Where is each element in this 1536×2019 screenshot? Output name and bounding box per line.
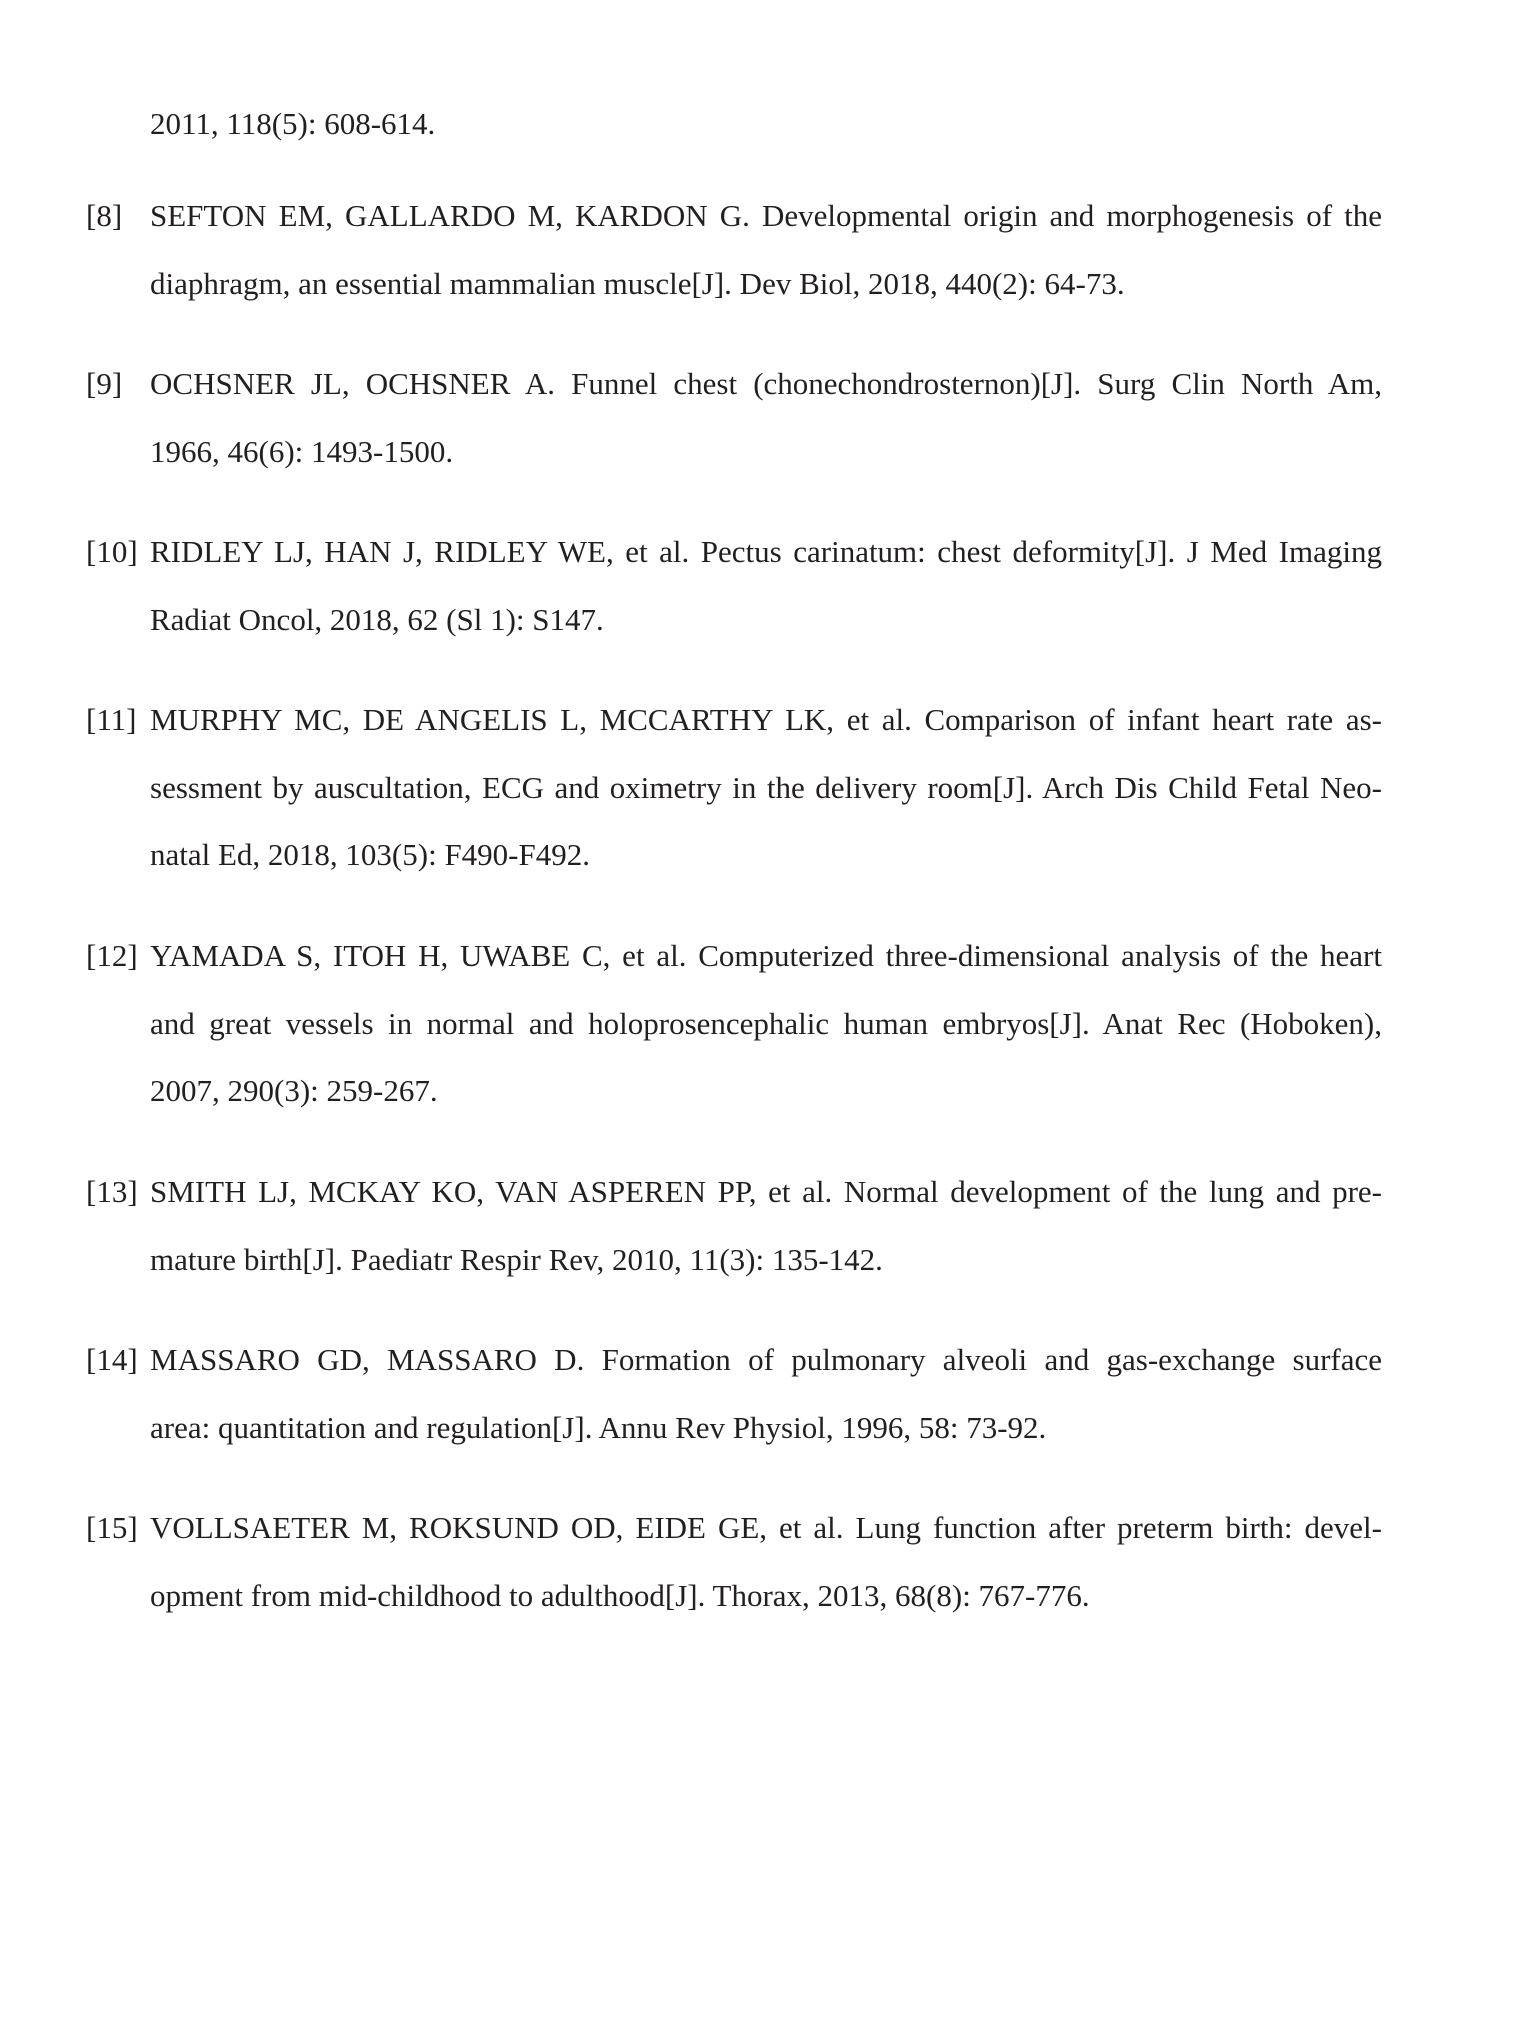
reference-continuation: 2011, 118(5): 608-614. [150,106,436,141]
reference-line: Radiat Oncol, 2018, 62 (Sl 1): S147. [150,601,604,637]
reference-item [86,686,1382,889]
reference-line: area: quantitation and regulation[J]. Annu Rev Physiol, 1996, 58: 73-92. [150,1409,1047,1445]
reference-number: [13] [86,1174,138,1209]
reference-item [86,1326,1382,1461]
reference-number: [14] [86,1342,138,1377]
reference-number: [8] [86,198,123,233]
reference-line: VOLLSAETER M, ROKSUND OD, EIDE GE, et al. Lung function after preterm birth: devel- [150,1510,1382,1545]
reference-line: mature birth[J]. Paediatr Respir Rev, 2010, 11(3): 135-142. [150,1241,883,1277]
reference-item [86,922,1382,1125]
reference-item [86,350,1382,485]
reference-line: RIDLEY LJ, HAN J, RIDLEY WE, et al. Pectus carinatum: chest deformity[J]. J Med Imaging [150,534,1382,569]
reference-line: MURPHY MC, DE ANGELIS L, MCCARTHY LK, et al. Comparison of infant heart rate as- [150,702,1382,737]
reference-line: YAMADA S, ITOH H, UWABE C, et al. Computerized three-dimensional analysis of the heart [150,938,1382,973]
reference-line: SMITH LJ, MCKAY KO, VAN ASPEREN PP, et al. Normal development of the lung and pre- [150,1174,1382,1209]
reference-text [150,686,1382,889]
reference-text [150,182,1382,317]
reference-number: [15] [86,1510,138,1545]
reference-number: [9] [86,366,123,401]
reference-number: [11] [86,702,137,737]
reference-text [150,1326,1382,1461]
reference-item [86,518,1382,653]
reference-text [150,922,1382,1125]
reference-line: OCHSNER JL, OCHSNER A. Funnel chest (chonechondrosternon)[J]. Surg Clin North Am, [150,366,1382,401]
reference-line: natal Ed, 2018, 103(5): F490-F492. [150,837,590,872]
reference-text [150,350,1382,485]
reference-item [86,1158,1382,1293]
reference-line: sessment by auscultation, ECG and oximetry in the delivery room[J]. Arch Dis Child Fetal Neo- [150,769,1382,805]
reference-line: MASSARO GD, MASSARO D. Formation of pulmonary alveoli and gas-exchange surface [150,1342,1382,1377]
reference-line: diaphragm, an essential mammalian muscle[J]. Dev Biol, 2018, 440(2): 64-73. [150,265,1125,301]
reference-item [86,182,1382,317]
reference-number: [10] [86,534,138,569]
reference-line: opment from mid-childhood to adulthood[J]. Thorax, 2013, 68(8): 767-776. [150,1577,1090,1613]
reference-line: and great vessels in normal and holoprosencephalic human embryos[J]. Anat Rec (Hoboken), [150,1005,1382,1041]
reference-text [150,1158,1382,1293]
reference-number: [12] [86,938,138,973]
reference-text [150,518,1382,653]
reference-item [86,1494,1382,1629]
reference-text [150,1494,1382,1629]
reference-line: SEFTON EM, GALLARDO M, KARDON G. Developmental origin and morphogenesis of the [150,198,1382,233]
reference-line: 2007, 290(3): 259-267. [150,1073,438,1108]
reference-line: 1966, 46(6): 1493-1500. [150,433,454,469]
